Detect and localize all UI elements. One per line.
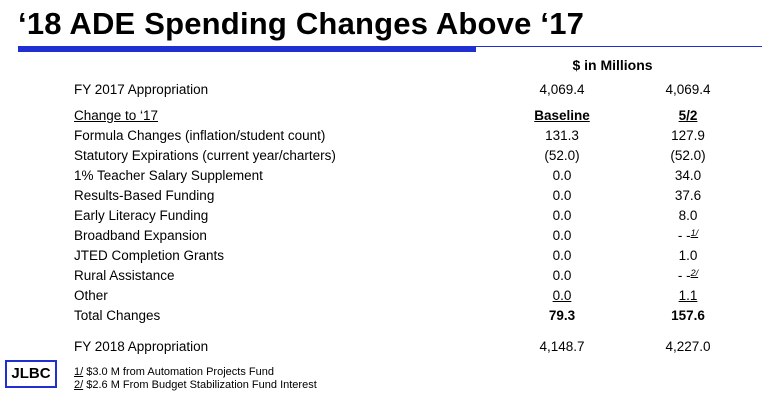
baseline-value: 0.0 <box>552 168 572 183</box>
fy2018-row <box>74 337 724 357</box>
footnote <box>74 379 317 391</box>
fy2017-row <box>74 80 724 100</box>
table-row <box>74 146 724 166</box>
baseline-value: 0.0 <box>552 188 572 203</box>
table-row <box>74 166 724 186</box>
may2-header: 5/2 <box>678 108 698 123</box>
may2-value: 4,069.4 <box>665 82 711 97</box>
dash-value: - - <box>677 228 691 243</box>
baseline-value: 131.3 <box>545 128 579 143</box>
total-row <box>74 306 724 326</box>
table-row <box>74 266 724 286</box>
row-label: JTED Completion Grants <box>74 248 225 263</box>
baseline-value: 0.0 <box>552 248 572 263</box>
baseline-value: 0.0 <box>552 268 572 283</box>
may2-value: 34.0 <box>674 168 702 183</box>
row-label: FY 2017 Appropriation <box>74 82 209 97</box>
units-label: $ in Millions <box>572 57 653 73</box>
footnote-marker: 2/ <box>74 379 84 391</box>
baseline-value: (52.0) <box>544 148 580 163</box>
may2-value: (52.0) <box>670 148 706 163</box>
baseline-value: 79.3 <box>548 308 576 323</box>
row-label: Early Literacy Funding <box>74 208 209 223</box>
column-header-row <box>74 106 724 126</box>
footnote-ref: 2/ <box>690 268 699 278</box>
row-label: Statutory Expirations (current year/charters) <box>74 148 336 163</box>
title-underline-thin <box>476 46 762 47</box>
table-row <box>74 186 724 206</box>
row-label: Other <box>74 288 108 303</box>
footnote-text: $3.0 M from Automation Projects Fund <box>83 366 274 378</box>
row-label: Results-Based Funding <box>74 188 215 203</box>
dash-value: - - <box>677 268 691 283</box>
footnote-text: $2.6 M From Budget Stabilization Fund Interest <box>83 379 317 391</box>
title-underline-thick <box>18 46 476 52</box>
footnote-ref: 1/ <box>690 228 699 238</box>
may2-value <box>652 266 724 287</box>
table-row <box>74 226 724 246</box>
may2-value <box>652 226 724 247</box>
may2-value: 157.6 <box>671 308 705 323</box>
table-row <box>74 206 724 226</box>
may2-value: 37.6 <box>674 188 702 203</box>
baseline-value: 4,069.4 <box>539 82 585 97</box>
table-row <box>74 286 724 306</box>
baseline-header: Baseline <box>534 108 590 123</box>
page-title: ‘18 ADE Spending Changes Above ‘17 <box>18 6 585 41</box>
row-label: Total Changes <box>74 308 161 323</box>
may2-value: 1.0 <box>678 248 698 263</box>
baseline-value: 4,148.7 <box>539 339 585 354</box>
row-label: Broadband Expansion <box>74 228 207 243</box>
may2-value: 4,227.0 <box>665 339 711 354</box>
baseline-value: 0.0 <box>552 208 572 223</box>
row-label: FY 2018 Appropriation <box>74 339 209 354</box>
row-label: Formula Changes (inflation/student count) <box>74 128 326 143</box>
change-header: Change to ‘17 <box>74 108 159 123</box>
footnote-marker: 1/ <box>74 366 84 378</box>
jlbc-logo: JLBC <box>5 360 57 388</box>
may2-value: 1.1 <box>678 288 698 303</box>
footnote <box>74 366 274 378</box>
row-label: Rural Assistance <box>74 268 175 283</box>
may2-value: 8.0 <box>678 208 698 223</box>
baseline-value: 0.0 <box>552 228 572 243</box>
baseline-value: 0.0 <box>552 288 572 303</box>
table-row <box>74 246 724 266</box>
table-row <box>74 126 724 146</box>
row-label: 1% Teacher Salary Supplement <box>74 168 263 183</box>
may2-value: 127.9 <box>671 128 705 143</box>
